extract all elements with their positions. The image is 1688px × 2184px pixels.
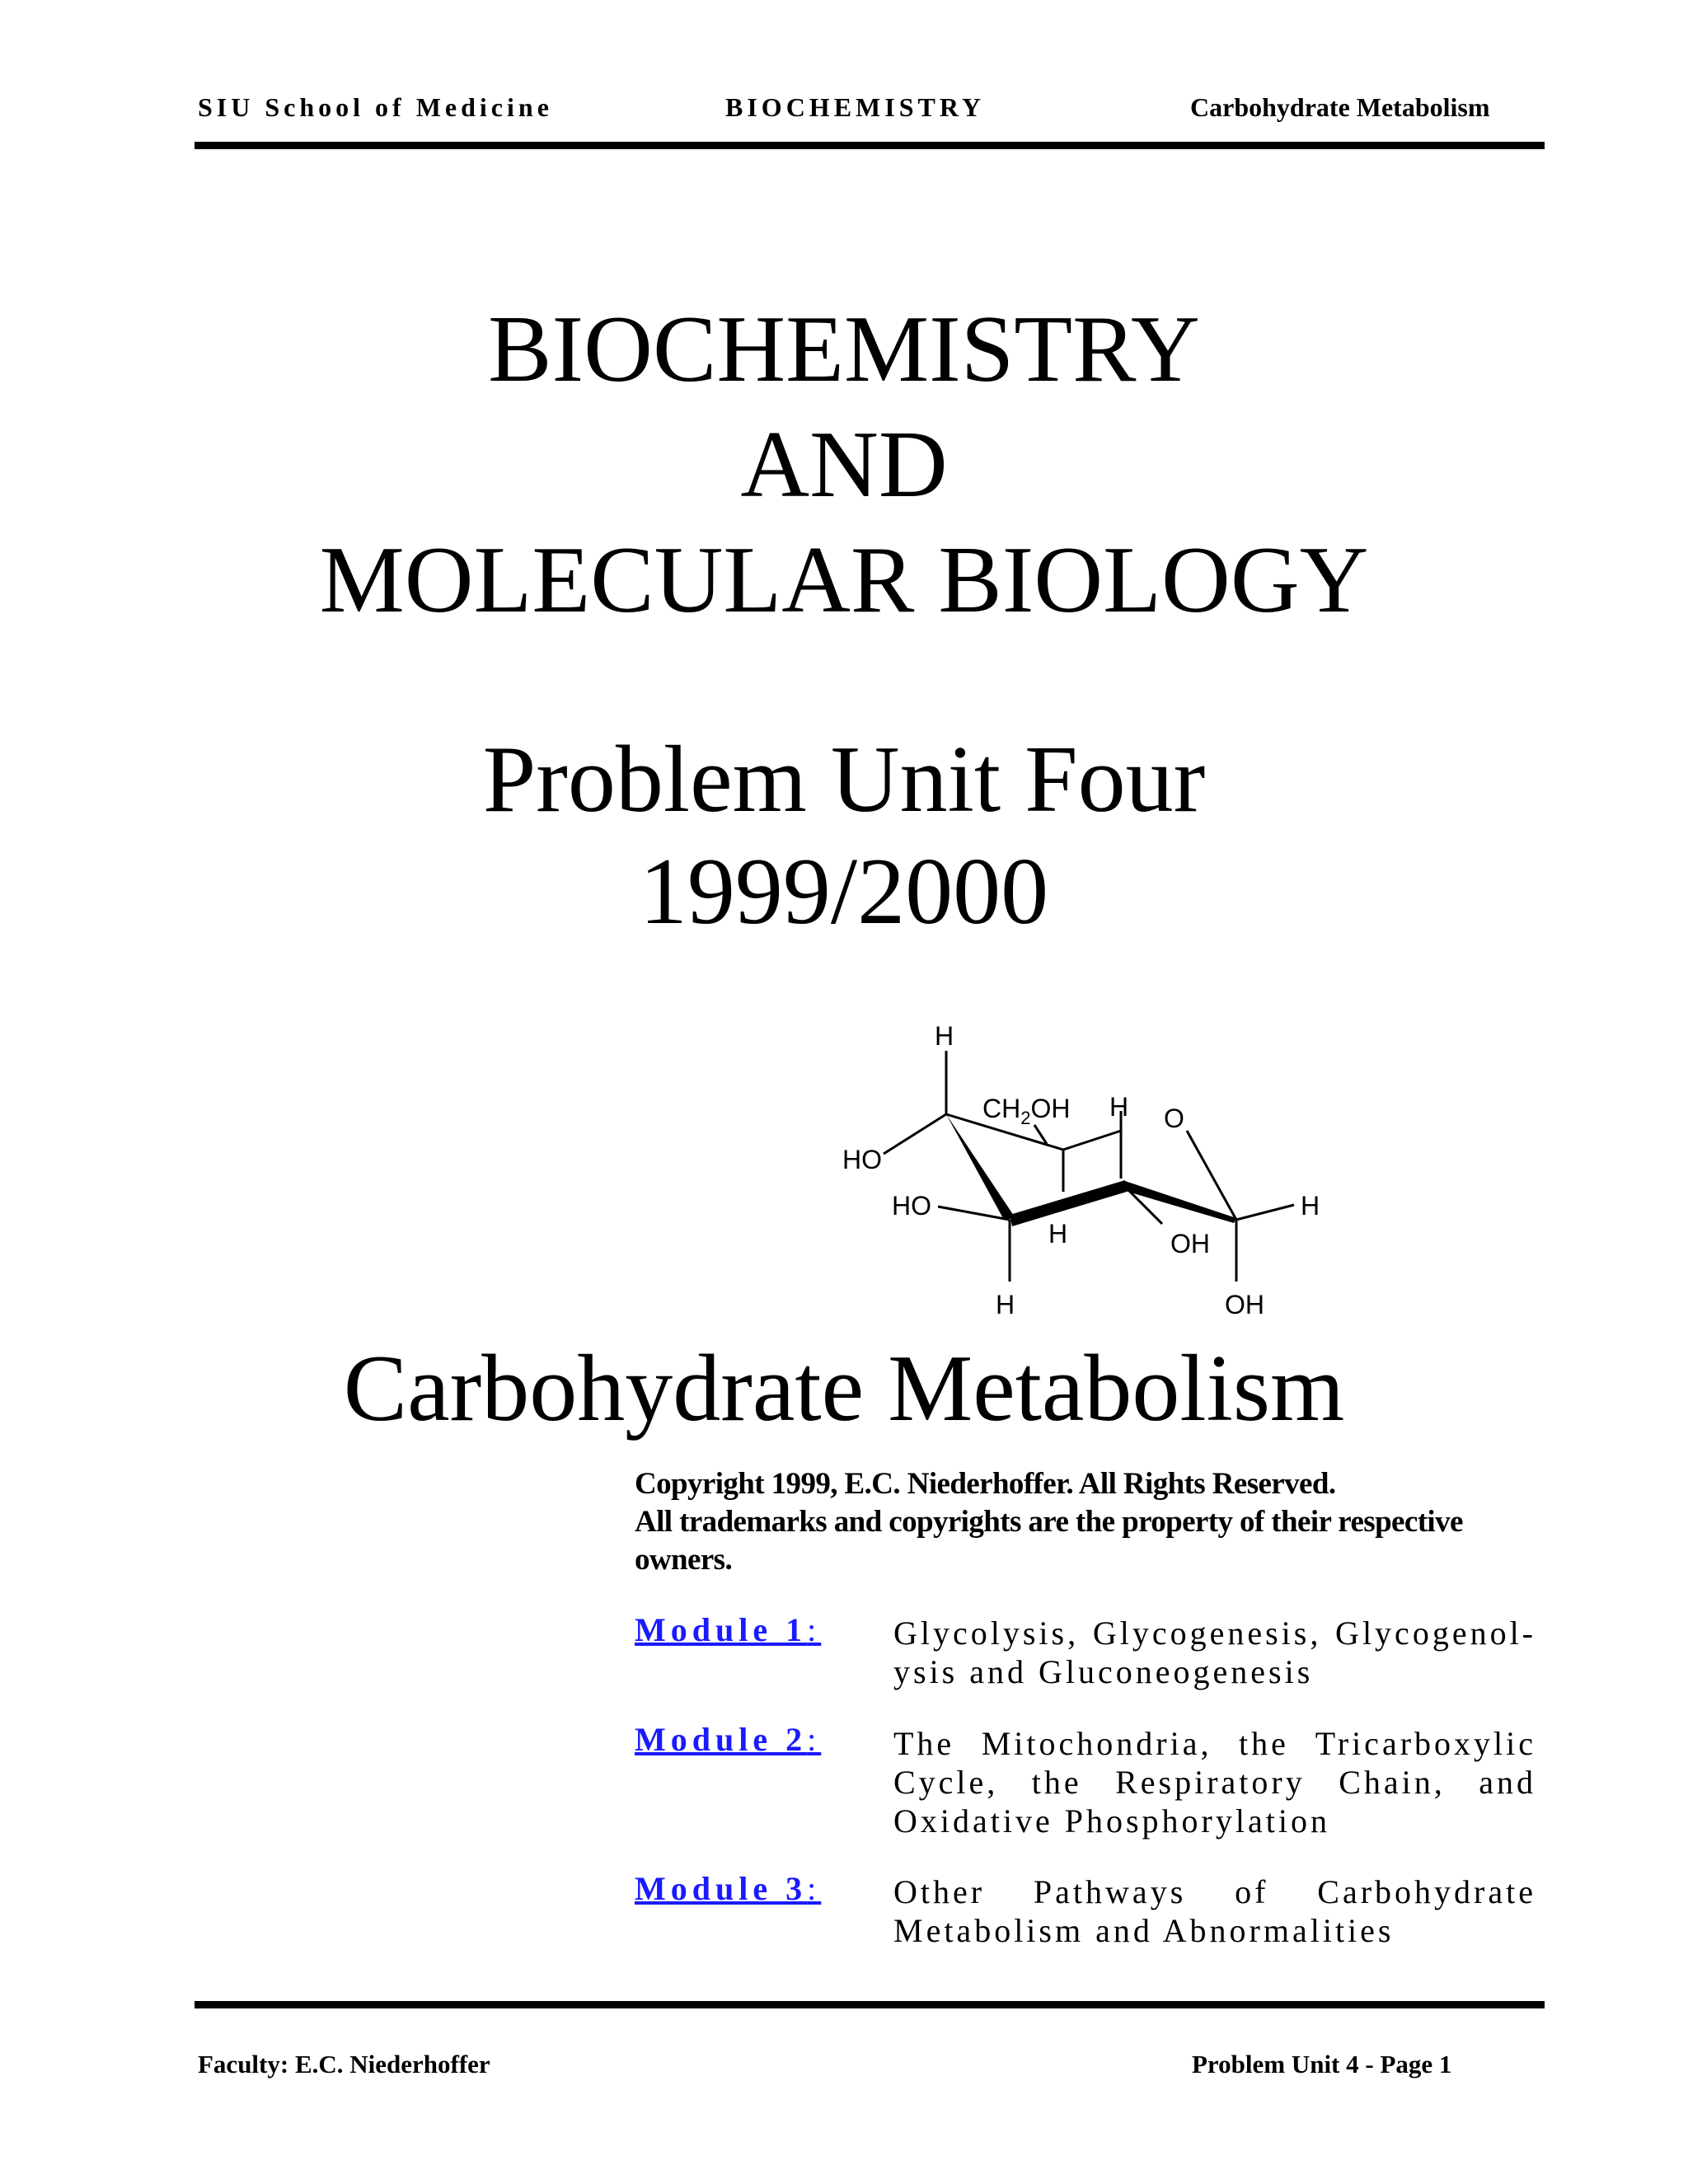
header-course: BIOCHEMISTRY [725,92,985,122]
label-h-bottom: H [996,1290,1015,1319]
wedge-c4-c3 [946,1114,1015,1220]
label-h-upper-mid: H [1109,1092,1129,1122]
footer-rule [195,2001,1545,2008]
footer-page-number: Problem Unit 4 - Page 1 [1192,2050,1452,2079]
title-line-3: MOLECULAR BIOLOGY [319,527,1369,633]
footer-faculty: Faculty: E.C. Niederhoffer [198,2050,490,2079]
label-oh-bottom: OH [1225,1290,1264,1319]
label-ch2oh: $CH_2OH$ [982,1094,1071,1128]
label-h-center: H [1048,1219,1068,1249]
unit-title: Problem Unit Four [482,727,1206,832]
title-line-2: AND [740,412,948,518]
label-oh-mid: OH [1170,1229,1210,1258]
bond-c5-o [1063,1131,1121,1150]
copyright-notice [635,1465,1550,1579]
copyright-line-2: All trademarks and copyrights are the property of their respective owners. [635,1505,1463,1577]
bold-bond-c3-c2 [1010,1180,1127,1226]
module-2-link[interactable]: Module 2: [635,1721,822,1758]
academic-year: 1999/2000 [639,839,1049,944]
module-1-description: Glycolysis, Glycogenesis, Glycogenol- ysis and Gluconeogenesis [893,1615,1536,1690]
header-school: SIU School of Medicine [198,92,553,122]
module-3-description: Other Pathways of Carbohydrate Metabolism and Abnormalities [893,1873,1536,1949]
label-ho-lower: HO [892,1191,931,1221]
bond-ho-upper [884,1114,946,1154]
module-3-link[interactable]: Module 3: [635,1870,822,1907]
label-ring-oxygen: O [1164,1104,1184,1133]
label-h-top: H [935,1021,954,1051]
label-h-right: H [1301,1191,1320,1221]
header-unit-topic: Carbohydrate Metabolism [1190,92,1490,122]
label-ho-upper: HO [842,1145,882,1174]
subject-title: Carbohydrate Metabolism [343,1336,1345,1441]
module-1-link[interactable]: Module 1: [635,1611,822,1648]
title-line-1: BIOCHEMISTRY [488,297,1200,402]
module-2-description: The Mitochondria, the Tricarboxylic Cycle, the Respiratory Chain, and Oxidative Phosphorylation [893,1725,1536,1840]
copyright-line-1: Copyright 1999, E.C. Niederhoffer. All Rights Reserved. [635,1467,1336,1501]
bond-c1-h [1236,1205,1294,1220]
